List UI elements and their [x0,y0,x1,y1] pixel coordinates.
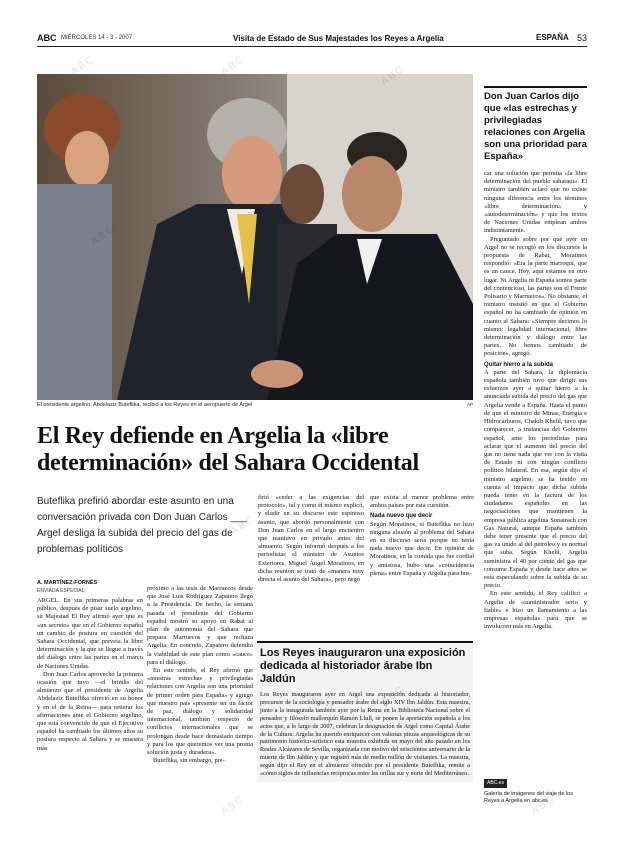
masthead-logo: ABC [37,33,57,43]
paragraph: ARGEL. En sus primeras palabras en público, después de pisar suelo argelino, su Majestad El Rey afirmó ayer que es «un secreto» que en el Gobierno español un cambio de postura en cuestión del Sahara Occidental, que preveía la libre determinación y la que se llegue a través del diálogo entre las partes en el marco de Naciones Unidas. [37,597,143,670]
text-column-1 [37,597,143,753]
paragraph: próximo a las tesis de Marruecos desde que José Luis Rodríguez Zapatero llegó a la Presidencia. De hecho, la semana pasada el presidente del Gobierno español mostró su apoyo en Rabat al plan de autonomía del Sahara que prepara Marruecos y que rechaza Argelia. En concreto, Zapatero defendió la viabilidad de este plan como «cauce» para el diálogo. [147,585,253,666]
paragraph: En este sentido, el Rey calificó a Argelia de «suministrador serio y fiable» e hizo un llamamiento a las empresas españolas para que se involucren más en Argelia. [484,590,587,631]
text-column-2 [147,585,253,765]
issue-date: MIÉRCOLES 14 - 3 - 2007 [61,35,133,41]
paragraph: firió «ceder a las exigencias del protocolo», tal y como él mismo explicó, y eludir en su discurso este espinoso asunto, que abordó personalmente con Don Juan Carlos en el largo encuentro que mantuvo en privado antes del almuerzo. Según informó después a los periodistas el ministro de Asuntos Exteriores, Miguel Ángel Moratinos, en dicha reunión se trató de «manera muy directa el asunto del Sahara», pero negó [258,494,364,584]
box-text: Los Reyes inauguraron ayer en Argel una exposición dedicada al historiador, precursor de la sociología y pensador árabe del siglo XIV Ibn Jaldún. Esta muestra, junto a la inaugurada también ayer por la Reina en la Biblioteca Nacional sobre el pensador y filósofo mallorquín Ramón Llull, se ponen la aportación española a los actos que, a lo largo de 2007, celebran la designación de Argel como Capital Árabe de la Cultura. Argelia ha querido enriquecer con valiosas piezas arqueológicas de su patrimonio histórico-artístico esta muestra exhibida en mayo del año pasado en los Reales Alcázares de Sevilla, organizada con motivo del seiscientos aniversario de la muerte de Ibn Jaldún y que registró más de medio millón de visitantes. La muestra, según dijo el Rey en el almuerzo ofrecido por el presidente Buteflika, remite a «cómo siglos de influencias recíprocas entre las orillas sur y norte del Mediterráneo. [260,691,470,778]
paragraph: que exista el menor problema entre ambos países por esta cuestión. [370,494,474,510]
article-deck: Buteflika prefirió abordar este asunto en una conversación privada con Don Juan Carlos ___ Argel desliga la subida del precio del gas de problemas políticos [37,496,248,555]
photo-credit: AP [466,402,473,407]
watermark-logo: ABC [79,633,108,658]
watermark-logo: ABC [529,553,558,578]
photo-illustration [37,74,473,400]
paragraph: Preguntado sobre por qué ayer en Argel no se recogió en los discursos la propuesta de Rabat, Moratinos respondió: «Era la parte marroquí, que es un cauce. Hoy, aquí estamos en otro lugar. Ni Argelia ni España somos parte del contencioso, las partes son el Frente Polisario y Marruecos». No obstante, el ministro insistió en que el Gobierno español no ha cambiado de opinión en cuanto al Sahara: «Siempre decimos lo mismo: legalidad internacional, libre determinación y diálogo entre las partes. No hemos cambiado de posición», agregó. [484,235,587,358]
subheading: Nada nuevo que decir [370,513,433,520]
section-name: ESPAÑA [536,33,569,42]
page-header [37,33,587,47]
byline-author: A. MARTÍNEZ-FORNÉS [37,580,98,586]
section-kicker: Visita de Estado de Sus Majestades los Reyes a Argelia [233,34,444,43]
watermark-logo: ABC [229,513,258,538]
watermark-logo: ABC [219,793,248,818]
box-headline: Los Reyes inauguraron una exposición dedicada al historiador árabe Ibn Jaldún [260,647,466,685]
paragraph: A parte del Sahara, la diplomacia española también tuvo que dirigir sus esfuerzos ayer a quitar hierro a la anunciada subida del precio del gas que Argelia vende a España. Hasta el punto de que el ministro de Minas, Energía e Hidrocarburos, Chakib Khelil, tuvo que comparecer, a instancias del Gobierno español, ante los periodistas para aclarar que el aumento del precio del gas no tiene nada que ver con la visita de Estado ni con ningún conflicto político bilateral. En esa, según dijo el ministro argelino, se ha tenido en cuenta el impacto que dicha subida pueda tener en la factura de los ciudadanos españoles en las negociaciones que mantienen la empresa pública argelina Sonatrach con Gas Natural, aunque España también debe tener presente que el precio del gas va unido al del petróleo y es normal que suba. Según Khelil, Argelia suministra el 40 por ciento del gas que consume España y desde hace años se está especulando sobre la subida de su precio. [484,368,587,590]
promo-text: Galería de imágenes del viaje de los Reyes a Argelia en abc.es [484,791,573,804]
abc-es-tag[interactable]: ABC.es [484,779,507,788]
page-number: 53 [576,33,587,43]
paragraph: Don Juan Carlos aprovechó la primera ocasión que tuvo —el brindis del almuerzo que el presidente de Argelia Abdelaziz Buteflika ofreció en su honor y en el de la Reina— para reiterar los afirmaciones ante el Gobierno argelino, que está convencido de que el Ejecutivo español ha cambiado los últimos años su postura respecto al Sahara y se muestra más [37,670,143,752]
news-photo [37,74,473,400]
text-column-4 [370,494,474,578]
text-column-5 [484,170,587,631]
article-headline: El Rey defiende en Argelia la «libre determinación» del Sahara Occidental [37,423,419,476]
watermark-logo: ABC [529,793,558,818]
photo-caption [37,402,473,408]
byline-role: ENVIADA ESPECIAL [37,588,85,594]
paragraph: Buteflika, sin embargo, pre- [153,757,225,765]
pull-quote: Don Juan Carlos dijo que «las estrechas y privilegiadas relaciones con Argelia son una prioridad para España» [484,86,587,163]
watermark-logo: ABC [69,53,98,78]
caption-text: El presidente argelino, Abdelaziz Buteflika, recibió a los Reyes en el aeropuerto de Argel [37,402,253,408]
watermark-logo: ABC [219,53,248,78]
sidebar-box-exposition [257,641,473,782]
paragraph: Según Moratinos, si Buteflika no hizo ninguna alusión al problema del Sahara en su discurso sería porque no tenía nada nuevo que decir. En opinión de Moratinos, en la comida que fue cordial y amistosa, hubo una «coincidencia plena» entre España y Argelia para bus- [370,520,474,577]
text-column-3 [258,494,364,584]
paragraph: En este sentido, el Rey afirmó que «nuestras estrechas y privilegiadas relaciones con Argelia son una prioridad de primer orden para España» y agregó que nuestro país «presente ser un factor de paz, diálogo y solidaridad internacional, también respecto de conflictos internacionales que se prolongan desde hace demasiado tiempo y para los que queremos ver una pronta solución justa y duradera». [147,667,253,757]
watermark-logo: ABC [519,253,548,278]
paragraph: car una solución que permita «la libre determinación del pueblo saharaui». El ministro también aclaró que no existe ninguna diferencia entre los términos «libre determinación» y «autodeterminación» y que los textos de Naciones Unidas emplean ambos indistintamente. [484,170,587,235]
web-promo[interactable] [484,779,587,805]
subheading: Quitar hierro a la subida [484,361,554,368]
